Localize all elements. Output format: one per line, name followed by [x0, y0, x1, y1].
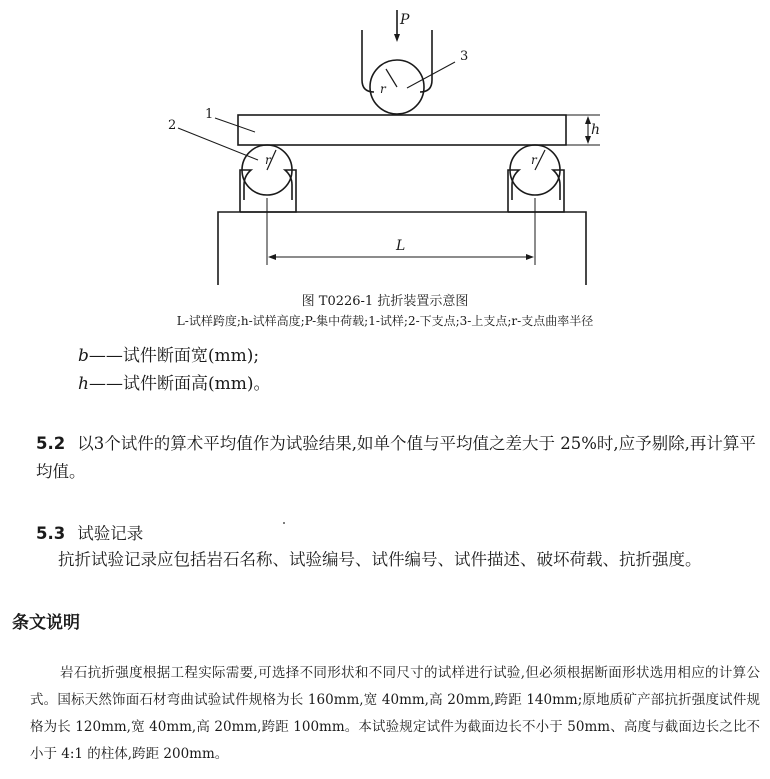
span-label: L — [396, 238, 406, 254]
radius-label-top: r — [380, 82, 386, 96]
section-5-3-heading — [36, 520, 756, 548]
definition-b-text: ——试件断面宽(mm); — [88, 346, 260, 366]
part-1-label: 1 — [205, 107, 214, 122]
figure-title: 图 T0226-1 抗折装置示意图 — [301, 294, 469, 309]
section-5-2-number: 5.2 — [36, 434, 66, 453]
leader-line-1 — [215, 118, 255, 132]
definition-b — [78, 342, 270, 370]
definition-h — [78, 370, 270, 398]
lower-right-support — [508, 170, 564, 212]
explanation-text: 岩石抗折强度根据工程实际需要,可选择不同形状和不同尺寸的试样进行试验,但必须根据断面形状选用相应的计算公式。国标天然饰面石材弯曲试验试件规格为长 160mm,宽 40mm,高 20mm,跨距 140mm;原地质矿产部抗折强度试件规格为长 120mm,宽 40mm,高 20mm,跨距 100mm。本试验规定试件为截面边长不小于 50mm、高度与截面边长之比不小于 4:1 的柱体,跨距 200mm。 — [30, 665, 760, 762]
height-label: h — [591, 122, 601, 138]
symbol-b: b — [78, 346, 89, 366]
section-5-3-number: 5.3 — [36, 524, 66, 543]
section-5-3-text: 抗折试验记录应包括岩石名称、试验编号、试件编号、试件描述、破坏荷载、抗折强度。 — [58, 550, 702, 569]
lower-left-support — [240, 170, 296, 212]
bending-test-diagram — [0, 0, 770, 300]
symbol-definitions — [78, 342, 270, 398]
symbol-h: h — [78, 374, 89, 394]
part-2-label: 2 — [168, 118, 177, 133]
upper-radius-line — [386, 69, 397, 87]
bending-apparatus-figure — [0, 0, 770, 300]
leader-line-2 — [178, 128, 258, 160]
section-5-3-title: 试验记录 — [77, 524, 144, 543]
section-5-2-text: 以3个试件的算术平均值作为试验结果,如单个值与平均值之差大于 25%时,应予剔除,再计算平均值。 — [36, 434, 756, 481]
part-3-label: 3 — [460, 49, 469, 64]
figure-legend: L-试样跨度;h-试样高度;P-集中荷载;1-试样;2-下支点;3-上支点;r-支点曲率半径 — [176, 314, 594, 328]
definition-h-text: ——试件断面高(mm)。 — [88, 374, 271, 394]
section-5-2 — [36, 430, 756, 486]
radius-label-left: r — [265, 153, 271, 167]
radius-label-right: r — [531, 153, 537, 167]
scan-speck — [283, 522, 285, 524]
specimen-beam — [238, 115, 566, 145]
load-label: P — [400, 12, 410, 28]
explanation-heading: 条文说明 — [12, 613, 80, 633]
